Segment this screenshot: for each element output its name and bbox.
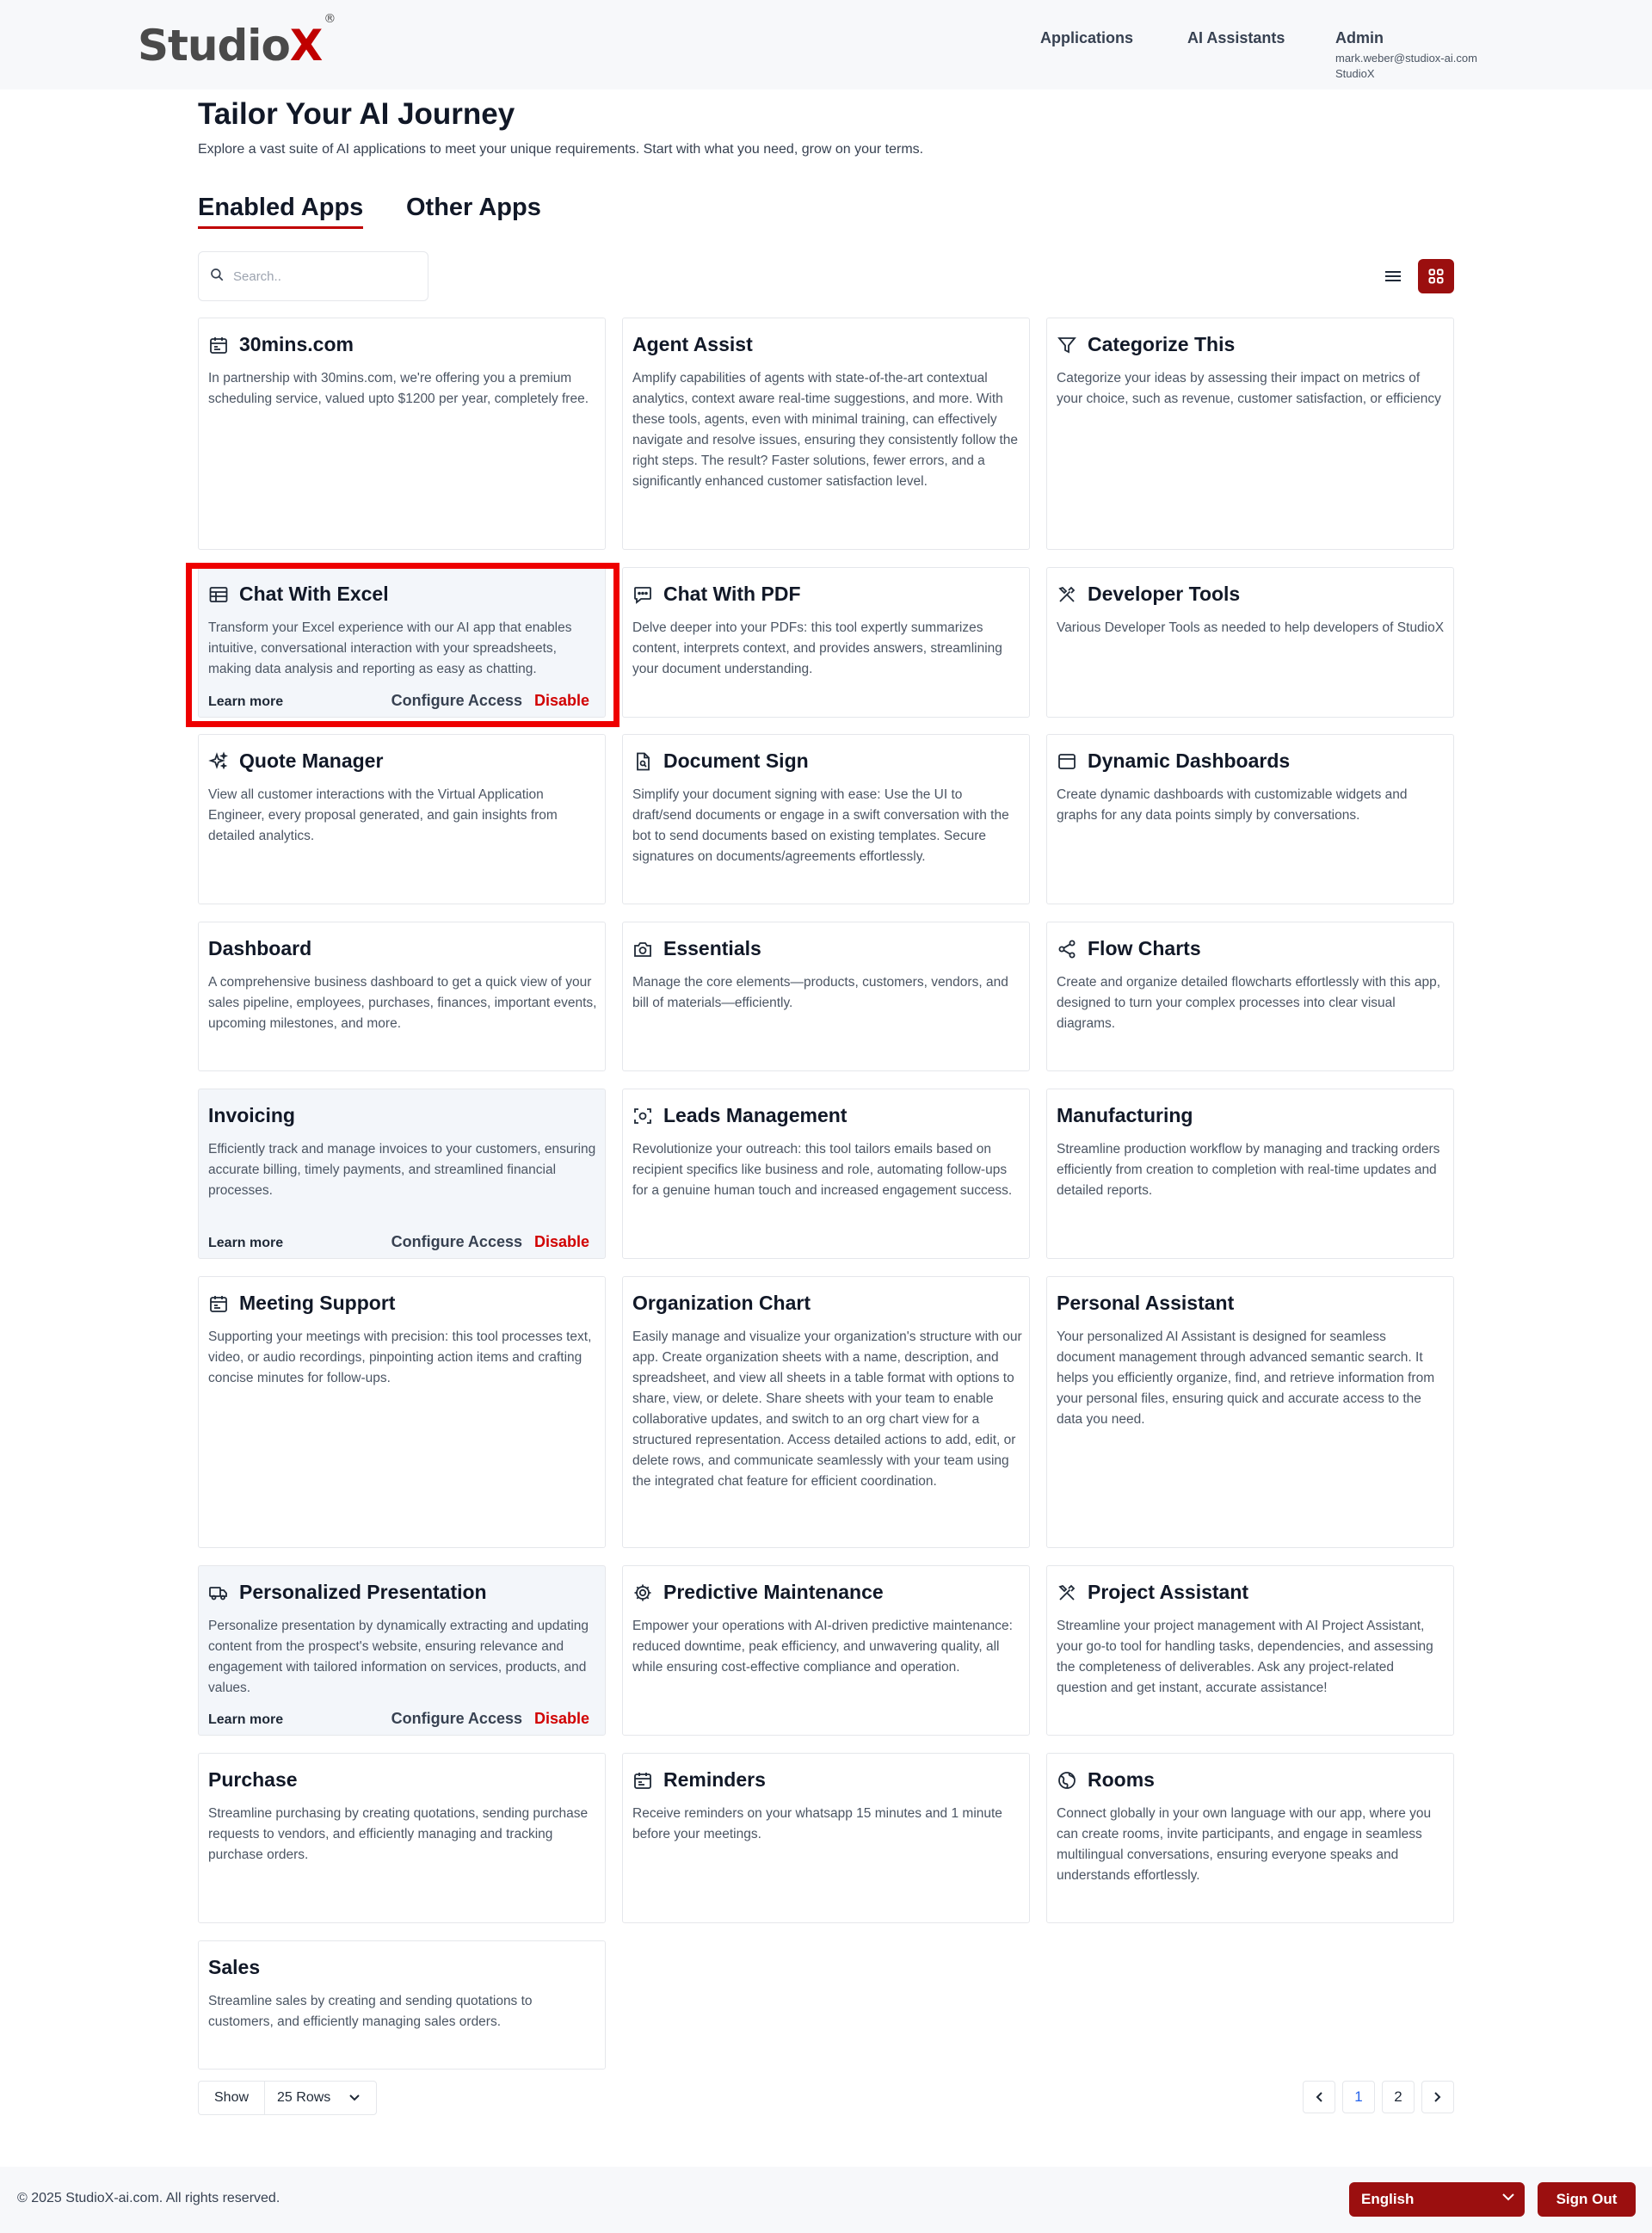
card-title-row [1057, 937, 1201, 960]
card-description: Efficiently track and manage invoices to your customers, ensuring accurate billing, timely payments, and streamlined financial processes. [208, 1142, 596, 1198]
learn-more-link[interactable]: Learn more [208, 1712, 284, 1727]
configure-access-button[interactable]: Configure Access [391, 692, 522, 709]
list-icon [1385, 269, 1401, 283]
card-title: Organization Chart [632, 1292, 811, 1314]
configure-access-button[interactable]: Configure Access [391, 1710, 522, 1727]
card-title: Categorize This [1088, 333, 1236, 355]
card-title: Flow Charts [1088, 937, 1201, 959]
card-description: Delve deeper into your PDFs: this tool expertly summarizes content, interprets context, and provides answers, streamlining your document understanding. [632, 620, 1002, 676]
card-description: Revolutionize your outreach: this tool tailors emails based on recipient specifics like business and role, automating follow-ups for a genuine human touch and increased engagement success. [632, 1142, 1013, 1198]
card-title-row [1057, 1768, 1155, 1792]
card-description: Create dynamic dashboards with customizable widgets and graphs for any data points simply by conversations. [1057, 787, 1408, 823]
page-2-button[interactable]: 2 [1382, 2081, 1415, 2113]
calendar-icon [632, 1770, 653, 1791]
page-title: Tailor Your AI Journey [198, 97, 515, 131]
card-title-row [1057, 1104, 1193, 1127]
chevron-right-icon [1434, 2092, 1441, 2102]
app-card-chat-with-pdf[interactable] [622, 567, 1030, 718]
card-description: Amplify capabilities of agents with state-of-the-art contextual analytics, context aware real-time suggestions, and more. With these tools, agents, even with minimal training, can effectively navigate and resolve issues, ensuring they consistently follow the right steps. The result? Faster solutions, fewer errors, and a significantly enhanced customer satisfaction level. [632, 371, 1019, 489]
search-icon [209, 267, 225, 287]
card-title-row [208, 1956, 260, 1979]
card-description: Empower your operations with AI-driven predictive maintenance: reduced downtime, peak efficiency, and unwavering quality, all while ensuring cost-effective compliance and operation. [632, 1619, 1013, 1675]
search-box[interactable] [198, 251, 428, 301]
sparkles-icon [208, 751, 229, 772]
card-title-row [632, 1292, 811, 1315]
app-card-rooms[interactable] [1046, 1753, 1454, 1923]
app-card-dashboard[interactable] [198, 922, 606, 1071]
card-title-row [632, 1581, 884, 1604]
card-title: Sales [208, 1956, 261, 1978]
learn-more-link[interactable]: Learn more [208, 1236, 284, 1250]
card-title-row [1057, 583, 1240, 606]
card-title-row [632, 1104, 847, 1127]
card-title: 30mins.com [239, 333, 354, 355]
document-sign-icon [632, 751, 653, 772]
copyright: © 2025 StudioX-ai.com. All rights reserved. [17, 2191, 280, 2205]
card-title: Quote Manager [239, 749, 384, 772]
app-card-manufacturing[interactable] [1046, 1089, 1454, 1259]
grid-view-button[interactable] [1418, 259, 1454, 293]
card-description: Streamline purchasing by creating quotations, sending purchase requests to vendors, and efficiently managing and tracking purchase orders. [208, 1806, 589, 1862]
card-title: Document Sign [663, 749, 809, 772]
card-title-row [208, 583, 389, 606]
disable-button[interactable]: Disable [533, 1233, 589, 1250]
camera-icon [632, 939, 653, 959]
calendar-icon [208, 335, 229, 355]
card-description: Various Developer Tools as needed to help developers of StudioX [1057, 620, 1445, 635]
card-title: Dashboard [208, 937, 312, 959]
nav-admin[interactable]: Admin [1335, 29, 1384, 46]
card-title-row [1057, 333, 1235, 356]
card-description: View all customer interactions with the Virtual Application Engineer, every proposal generated, and gain insights from detailed analytics. [208, 787, 558, 843]
chat-icon [632, 584, 653, 605]
app-card-project-assistant[interactable] [1046, 1565, 1454, 1736]
card-description: Transform your Excel experience with our AI app that enables intuitive, conversational interaction with your spreadsheets, making data analysis and reporting as easy as chatting. [208, 620, 572, 676]
studiox-logo[interactable]: StudioX® [138, 12, 336, 71]
card-title: Invoicing [208, 1104, 295, 1126]
page-1-button[interactable]: 1 [1342, 2081, 1375, 2113]
card-description: Categorize your ideas by assessing their impact on metrics of your choice, such as revenue, customer satisfaction, or efficiency [1057, 371, 1441, 406]
table-icon [208, 584, 229, 605]
card-title-row [632, 937, 761, 960]
card-description: Easily manage and visualize your organization's structure with our app. Create organization sheets with a name, description, and spreadsheet, and view all sheets in a table format with options to share, view, or delete. Share sheets with your team to enable collaborative updates, and switch to an org chart view for a structured representation. Access detailed actions to add, edit, or delete rows, and communicate seamlessly with your team using the integrated chat feature for efficient coordination. [632, 1329, 1022, 1489]
card-description: Create and organize detailed flowcharts effortlessly with this app, designed to turn your complex processes into clear visual diagrams. [1057, 975, 1441, 1031]
rows-select[interactable] [265, 2090, 360, 2106]
card-title: Project Assistant [1088, 1581, 1249, 1603]
grid-icon [1428, 268, 1444, 284]
app-card-developer-tools[interactable] [1046, 567, 1454, 718]
card-description: A comprehensive business dashboard to get a quick view of your sales pipeline, employees, purchases, finances, important events, upcoming milestones, and more. [208, 975, 597, 1031]
share-icon [1057, 939, 1077, 959]
card-description: Supporting your meetings with precision: this tool processes text, video, or audio recordings, pinpointing action items and crafting concise minutes for follow-ups. [208, 1329, 592, 1385]
nav-ai-assistants[interactable]: AI Assistants [1187, 29, 1285, 46]
app-card-personalized-presentation[interactable] [198, 1565, 606, 1736]
card-title-row [208, 937, 311, 960]
filter-icon [1057, 335, 1077, 355]
next-page-button[interactable] [1421, 2081, 1454, 2113]
card-title: Personalized Presentation [239, 1581, 487, 1603]
admin-org: StudioX [1335, 67, 1375, 80]
calendar-icon [208, 1293, 229, 1314]
disable-button[interactable]: Disable [533, 1710, 589, 1727]
card-description: Streamline sales by creating and sending quotations to customers, and efficiently managing sales orders. [208, 1994, 533, 2029]
card-title-row [208, 749, 383, 773]
admin-email: mark.weber@studiox-ai.com [1335, 52, 1477, 65]
app-card-30mins-com[interactable] [198, 318, 606, 550]
app-card-personal-assistant[interactable] [1046, 1276, 1454, 1548]
truck-icon [208, 1582, 229, 1603]
card-description: Streamline your project management with AI Project Assistant, your go-to tool for handling tasks, dependencies, and assessing the completeness of deliverables. Ask any project-related question and get instant, accurate assistance! [1057, 1619, 1433, 1695]
tools-icon [1057, 584, 1077, 605]
tab-other-apps[interactable]: Other Apps [406, 194, 541, 221]
card-title-row [1057, 1581, 1248, 1604]
app-card-organization-chart[interactable] [622, 1276, 1030, 1548]
app-card-categorize-this[interactable] [1046, 318, 1454, 550]
card-title: Leads Management [663, 1104, 848, 1126]
footer [0, 2167, 1652, 2233]
card-title-row [632, 1768, 766, 1792]
page-subtitle: Explore a vast suite of AI applications to meet your unique requirements. Start with what you need, grow on your terms. [198, 142, 924, 157]
app-card-dynamic-dashboards[interactable] [1046, 734, 1454, 904]
card-title-row [208, 1581, 487, 1604]
language-value: English [1361, 2191, 1415, 2207]
app-card-flow-charts[interactable] [1046, 922, 1454, 1071]
card-title: Manufacturing [1057, 1104, 1193, 1126]
card-title: Chat With Excel [239, 583, 389, 605]
globe-icon [1057, 1770, 1077, 1791]
search-input[interactable] [233, 269, 414, 284]
top-header [0, 0, 1652, 89]
card-title-row [208, 1292, 395, 1315]
show-label: Show [199, 2082, 265, 2114]
nav-applications[interactable]: Applications [1040, 29, 1134, 46]
app-card-predictive-maintenance[interactable] [622, 1565, 1030, 1736]
card-title-row [632, 333, 753, 356]
language-select[interactable] [1349, 2182, 1525, 2217]
card-title: Chat With PDF [663, 583, 801, 605]
card-title: Developer Tools [1088, 583, 1241, 605]
card-title: Agent Assist [632, 333, 753, 355]
card-title-row [632, 583, 801, 606]
chevron-down-icon [1502, 2193, 1514, 2202]
chevron-down-icon [349, 2094, 360, 2101]
app-card-sales[interactable] [198, 1940, 606, 2070]
card-title-row [1057, 1292, 1234, 1315]
card-title: Essentials [663, 937, 761, 959]
card-title: Predictive Maintenance [663, 1581, 884, 1603]
card-description: Connect globally in your own language with our app, where you can create rooms, invite participants, and engage in seamless multilingual conversations, ensuring everyone speaks and understands effortlessly. [1057, 1806, 1432, 1883]
card-title: Dynamic Dashboards [1088, 749, 1291, 772]
card-description: Simplify your document signing with ease: Use the UI to draft/send documents or engage in a swift conversation with the bot to send documents based on existing templates. Secure signatures on documents/agreements effortlessly. [632, 787, 1009, 864]
card-title: Personal Assistant [1057, 1292, 1235, 1314]
configure-access-button[interactable]: Configure Access [391, 1233, 522, 1250]
app-card-quote-manager[interactable] [198, 734, 606, 904]
sign-out-button[interactable]: Sign Out [1538, 2182, 1636, 2217]
card-title-row [1057, 749, 1290, 773]
app-card-leads-management[interactable] [622, 1089, 1030, 1259]
card-description: Receive reminders on your whatsapp 15 minutes and 1 minute before your meetings. [632, 1806, 1002, 1841]
prev-page-button[interactable] [1303, 2081, 1335, 2113]
chevron-left-icon [1316, 2092, 1322, 2102]
card-description: Your personalized AI Assistant is designed for seamless document management through advanced semantic search. It helps you efficiently organize, find, and retrieve information from your personal files, ensuring quick and accurate access to the data you need. [1057, 1329, 1435, 1427]
card-description: Personalize presentation by dynamically extracting and updating content from the prospect's website, ensuring relevance and engagement with tailored information on services, products, and values. [208, 1619, 589, 1695]
tools-icon [1057, 1582, 1077, 1603]
learn-more-link[interactable]: Learn more [208, 694, 284, 709]
scan-icon [632, 1106, 653, 1126]
card-description: Manage the core elements—products, customers, vendors, and bill of materials—efficiently. [632, 975, 1008, 1010]
app-card-chat-with-excel[interactable] [198, 567, 606, 718]
card-description: Streamline production workflow by managing and tracking orders efficiently from creation to completion with real-time updates and detailed reports. [1057, 1142, 1440, 1198]
app-card-meeting-support[interactable] [198, 1276, 606, 1548]
disable-button[interactable]: Disable [533, 692, 589, 709]
card-title: Meeting Support [239, 1292, 396, 1314]
tab-enabled-apps[interactable]: Enabled Apps [198, 194, 364, 221]
card-title: Purchase [208, 1768, 298, 1791]
window-icon [1057, 751, 1077, 772]
card-title: Rooms [1088, 1768, 1155, 1791]
card-title-row [208, 1768, 298, 1792]
app-card-agent-assist[interactable] [622, 318, 1030, 550]
gear-icon [632, 1582, 653, 1603]
rows-value: 25 Rows [277, 2090, 331, 2105]
card-title-row [632, 749, 809, 773]
app-card-purchase[interactable] [198, 1753, 606, 1923]
list-view-button[interactable] [1380, 263, 1406, 289]
card-description: In partnership with 30mins.com, we're offering you a premium scheduling service, valued upto $1200 per year, completely free. [208, 371, 589, 406]
card-title: Reminders [663, 1768, 766, 1791]
rows-per-page [198, 2081, 377, 2115]
card-title-row [208, 1104, 295, 1127]
app-card-essentials[interactable] [622, 922, 1030, 1071]
app-card-document-sign[interactable] [622, 734, 1030, 904]
card-title-row [208, 333, 354, 356]
app-card-invoicing[interactable] [198, 1089, 606, 1259]
app-card-reminders[interactable] [622, 1753, 1030, 1923]
